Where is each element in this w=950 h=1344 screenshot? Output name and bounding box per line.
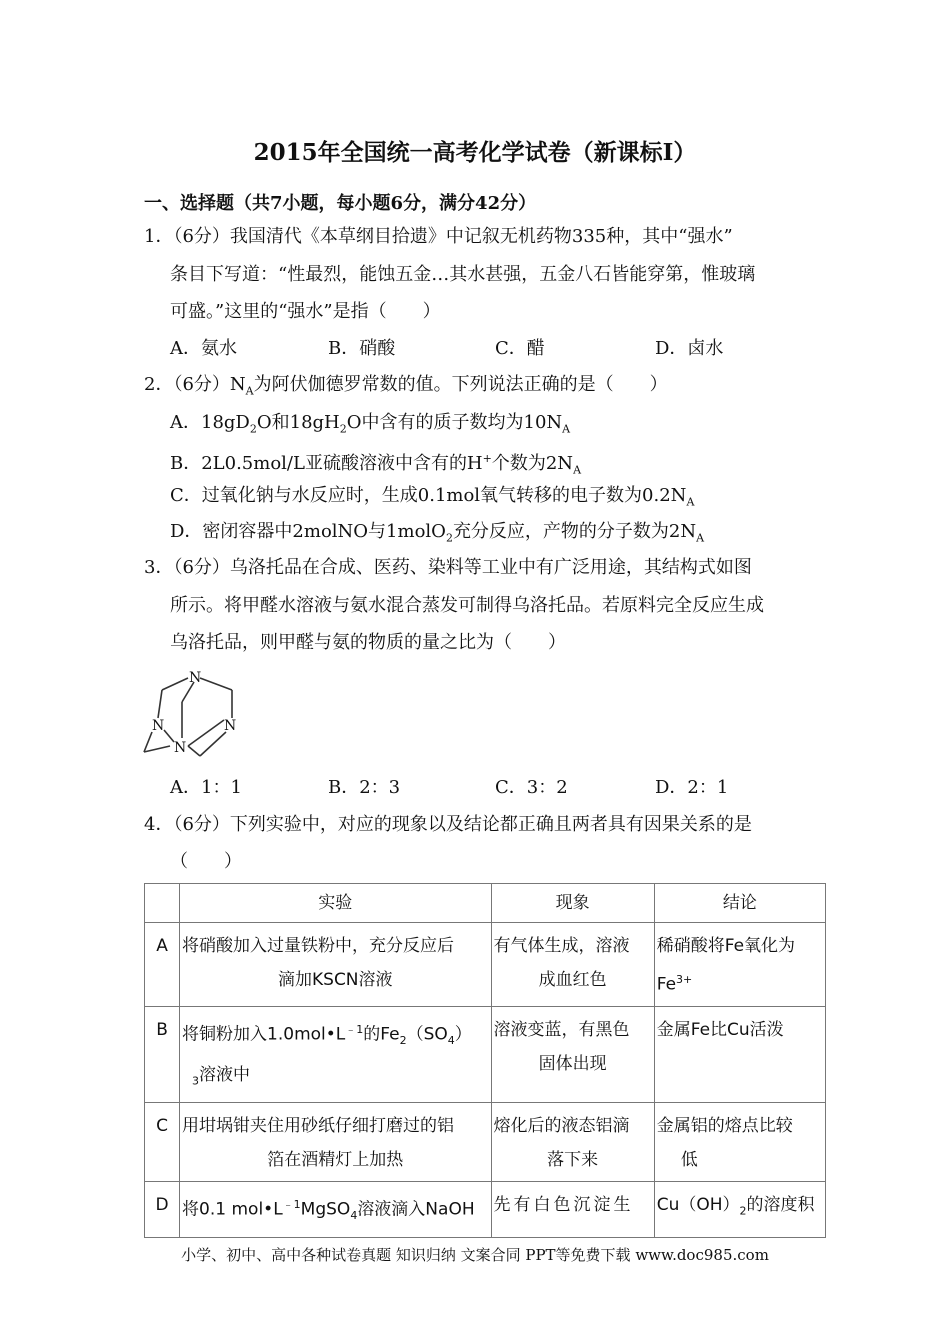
question-2-option-d: D．密闭容器中2molNO与1molO$_2$充分反应，产物的分子数为$2N_A$ [170,521,705,545]
experiment-cell: 将硝酸加入过量铁粉中，充分反应后 滴加KSCN溶液 [180,923,491,1007]
question-1-option-c: C．醋 [495,338,545,359]
hexamine-structure-diagram [140,660,250,765]
page-title: 2015年全国统一高考化学试卷（新课标Ⅰ） [253,139,697,166]
question-3-line-3: 乌洛托品，则甲醛与氨的物质的量之比为（ ） [170,632,566,653]
conclusion-cell: 稀硝酸将Fe氧化为 $Fe^{3+}$ [654,923,825,1007]
row-key: B [145,1006,180,1102]
question-3-option-c: C．3：2 [495,777,568,798]
table-header-conclusion: 结论 [654,884,825,923]
question-3-line-2: 所示。将甲醛水溶液与氨水混合蒸发可制得乌洛托品。若原料完全反应生成 [170,595,764,616]
atom-n-bottom: N [174,740,187,756]
table-row [145,1182,826,1238]
question-2-option-c: C．过氧化钠与水反应时，生成0.1mol氧气转移的电子数为$0.2N_A$ [170,485,695,509]
table-header-blank [145,884,180,923]
question-3-option-a: A．1：1 [170,777,242,798]
question-3-option-b: B．2：3 [328,777,401,798]
table-header-row [145,884,826,923]
phenomenon-cell: 先有白色沉淀生 [491,1182,654,1238]
question-4-line-2: （ ） [170,851,242,872]
phenomenon-cell: 溶液变蓝，有黑色 固体出现 [491,1006,654,1102]
question-3-option-d: D．2：1 [655,777,729,798]
table-header-experiment: 实验 [180,884,491,923]
conclusion-cell: 金属Fe比Cu活泼 [654,1006,825,1102]
page-footer: 小学、初中、高中各种试卷真题 知识归纳 文案合同 PPT等免费下载 www.doc985.com [181,1246,769,1264]
question-2-stem: 2．（6分）$N_A$为阿伏伽德罗常数的值。下列说法正确的是（ ） [144,374,668,398]
row-key: A [145,923,180,1007]
question-1-option-b: B．硝酸 [328,338,396,359]
phenomenon-cell: 有气体生成，溶液 成血红色 [491,923,654,1007]
table-row [145,1006,826,1102]
question-1-line-2: 条目下写道：“性最烈，能蚀五金…其水甚强，五金八石皆能穿第，惟玻璃 [170,264,756,285]
section-heading: 一、选择题（共7小题，每小题6分，满分42分） [144,193,537,214]
table-row [145,923,826,1007]
conclusion-cell: 金属铝的熔点比较 低 [654,1103,825,1182]
question-2-option-b: B．2L0.5mol/L亚硫酸溶液中含有的H+个数为$2N_A$ [170,452,582,477]
phenomenon-cell: 熔化后的液态铝滴 落下来 [491,1103,654,1182]
question-1-option-a: A．氨水 [170,338,237,359]
atom-n-right: N [224,718,237,734]
question-1-line-3: 可盛。”这里的“强水”是指（ ） [170,301,441,322]
question-4-line-1: 4．（6分）下列实验中，对应的现象以及结论都正确且两者具有因果关系的是 [144,814,752,835]
question-3-line-1: 3．（6分）乌洛托品在合成、医药、染料等工业中有广泛用途，其结构式如图 [144,557,752,578]
atom-n-left: N [152,718,165,734]
question-2-option-a: A．$18gD_2O$和$18gH_2O$中含有的质子数均为$10N_A$ [170,412,571,436]
experiment-table [144,883,826,1238]
conclusion-cell: $Cu(OH)_2$的溶度积 [654,1182,825,1238]
row-key: D [145,1182,180,1238]
table-header-phenomenon: 现象 [491,884,654,923]
question-1-line-1: 1．（6分）我国清代《本草纲目拾遗》中记叙无机药物335种，其中“强水” [144,226,733,247]
experiment-cell: 将0.1 $mol•L^{﹣1}MgSO_4$溶液滴入NaOH [180,1182,491,1238]
row-key: C [145,1103,180,1182]
experiment-cell: 将铜粉加入$1.0mol•L^{﹣1}$的$Fe_2(SO_4)$ $_3$溶液中 [180,1006,491,1102]
table-row [145,1103,826,1182]
atom-n-top: N [189,670,202,686]
question-1-option-d: D．卤水 [655,338,724,359]
experiment-cell: 用坩埚钳夹住用砂纸仔细打磨过的铝 箔在酒精灯上加热 [180,1103,491,1182]
